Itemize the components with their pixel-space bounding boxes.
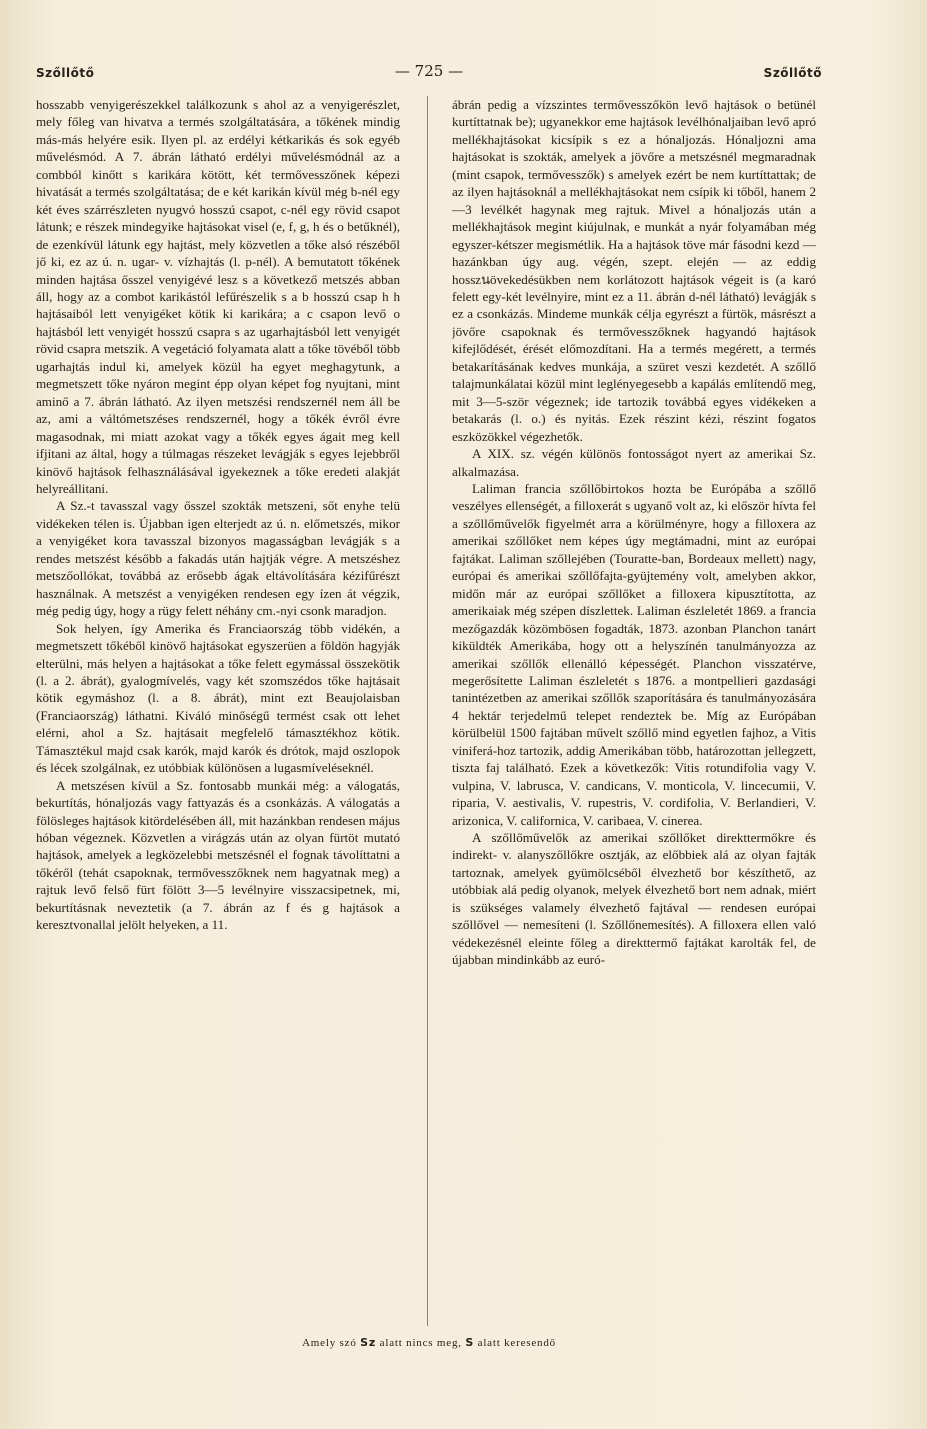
right-paragraph-3: Laliman francia szőllőbirtokos hozta be Európába a szőllő veszélyes ellenségét, a filloxerát s ugyanő volt az, ki először hívta fel a szőllőművelők figyelmét arra a körülményre, hogy a filloxera az amerikai szőllőket nem képes úgy megtámadni, mint az európai fajtákat. Laliman szőllejében (Touratte-ban, Bordeaux mellett) nagy, európai és amerikai szőllőfajta-gyüjtemény volt, amelyben akkor, midőn már az európai szőllőket a filloxera kipusztította, az amerikaiak még szépen díszlettek. Laliman észleletét 1869. a francia mezőgazdák közömbösen fogadták, 1873. azonban Planchon tanárt kiküldték Amerikába, hogy ott a helyszínén tanulmányozza az amerikai szőllők ellenálló képességét. Planchon visszatérve, megerősítette Laliman észleletét s 1876. a montpellieri gazdasági tanintézetben az amerikai szőllők szaporítására és tanulmányozására 4 hektár terjedelmű telepet rendeztek be. Míg az Európában körülbelül 1500 fajtában művelt szőllő mind egyetlen fajhoz, a Vitis viniferá-hoz tartozik, addig Amerikában több, határozottan jellegzett, tiszta faj található. Ezek a következők: Vitis rotundifolia vagy V. vulpina, V. labrusca, V. candicans, V. monticola, V. lincecumii, V. riparia, V. aestivalis, V. rupestris, V. cordifolia, V. Berlandieri, V. arizonica, V. californica, V. caribaea, V. cinerea. [452, 480, 816, 828]
right-paragraph-4: A szőllőművelők az amerikai szőllőket direkttermőkre és indirekt- v. alanyszőllőkre osztják, az előbbiek alá az olyan fajták tartoznak, amelyek gyümölcséből élvezhető bor készíthető, az utóbbiak alá pedig olyanok, melyek élvezhető bort nem adnak, miért is szükséges valamely élvezhető fajtával — rendesen európai szőllővel — nemesíteni (l. Szőllőnemesítés). A filloxera ellen való védekezésnél eleinte főleg a direkttermő fajtákat karolták fel, de újabban mindinkább az euró- [452, 830, 816, 968]
right-text-column [452, 96, 816, 1332]
right-paragraph-1: ábrán pedig a vízszintes termővesszőkön levő hajtások o betünél kurtíttatnak be); ugyanekkor eme hajtások levélhónaljaiban levő apró mellékhajtásokat kicsípik s ez a hónaljozás. Hónaljozni ama hajtásokat is szokták, amelyek a jövőre a metszésnél megmaradnak (mint csapok, termővesszők) s amelyek ezért be nem kurtíttattak; de az ilyen hajtásoknál a mellékhajtásokat nem csípik ki tőből, hanem 2—3 levélkét hagynak meg rajtuk. Mivel a hónaljozás után a mellékhajtások megint kiújulnak, e munkát a nyár folyamában még egyszer-kétszer megismétlik. Ha a hajtások töve már fásodni kezd — hazánkban úgy aug. végén, szept. elején — az eddig hosszนövekedésükben nem korlátozott hajtások végeit is (a karó felett egy-két levélnyire, mint ez a 11. ábrán d-nél látható) levágják s ez a csonkázás. Mindeme munkák célja egyrészt a fürtök, másrészt a jövőre csapoknak és termővesszőknek hagyandó hajtások kifejlődését, érését előmozdítani. Ha a termés megérett, a termés betakarításának kedves munkája, a szüret veszi kezdetét. A szőllő talajmunkálatai közül mint leglényegesebb a kapálás említendő meg, mit 3—5-ször végeznek; ide tartozik továbbá egyes vidékeken a betakarás (l. o.) és nyitás. Ezek részint kézi, részint fogatos eszközökkel végezhetők. [452, 97, 816, 444]
footer-s-mark: S [465, 1336, 475, 1349]
page-footer-note [36, 1336, 822, 1349]
left-paragraph-3: Sok helyen, így Amerika és Franciaország több vidékén, a megmetszett tőkéből kinövő hajtásokat egyszerüen a földön hagyják elterülni, más helyen a hajtásokat a tőke felett egymással összekötik (l. a 2. ábrát), gyalogmívelés, vagy két szomszédos tőke hajtásait kötik egymáshoz (l. a 8. ábrát), mint ezt Beaujolaisban (Franciaország) láthatni. Kiváló minőségű termést csak ott lehet elérni, ahol a Sz. hajtásait megfelelő támasztékhoz kötik. Támasztékul majd csak karók, majd karók és drótok, majd oszlopok és lécek szolgálnak, ez utóbbiak különösen a lugasmíveléseknél. [36, 620, 400, 776]
left-text-column [36, 96, 400, 1332]
footer-prefix: Amely szó [302, 1337, 361, 1349]
left-paragraph-4: A metszésen kívül a Sz. fontosabb munkái még: a válogatás, bekurtítás, hónaljozás vagy fattyazás és a csonkázás. A válogatás a fölösleges hajtások kitördelésében áll, mit hazánkban rendesen május hóban végeznek. Közvetlen a virágzás után az olyan fürtöt mutató hajtások, amelyek a legközelebbi metszésnél el fognak távolíttatni a tőkéről (tehát csapoknak, termővesszőknek nem hagyatnak meg) a rajtuk levő felső fürt fölött 3—5 levélnyire visszacsipetnek, mi, bekurtításnak neveztetik (a 7. ábrán az f és g hajtások a keresztvonallal jelölt helyeken, a 11. [36, 777, 400, 933]
right-paragraph-2: A XIX. sz. végén különös fontosságot nyert az amerikai Sz. alkalmazása. [452, 446, 816, 479]
left-paragraph-1: hosszabb venyigerészekkel találkozunk s ahol az a venyigerészlet, mely főleg van hivatva a termés szolgáltatására, a tőkének mindig más-más helyére esik. Ilyen pl. az erdélyi kétkarikás és sok egyéb művelésmód. A 7. ábrán látható erdélyi művelésmódnál az a combból kinőtt s karikára kötött, két termővesszőnek képezi hivatását a termés szolgáltatása; de e két karikán kívül még b-nél egy két éves szárrészleten nyugvó hosszú csapot, c-nél egy rövid csapot látunk; e részek mindegyike hajtásokat visel (e, f, g, h és o betűknél), de ezenkívül látunk egy hajtást, mely közvetlen a tőke alsó részéből jő ki, ez az ú. n. ugar- v. vízhajtás (l. p-nél). A bemutatott tőkének minden hajtása ősszel venyigévé lesz s a következő metszés abban áll, hogy az a combot karikástól lefűrészelik s a b hosszú csap h h hajtásaiból lett venyigéket kötik ki karikára; a c csapon levő o hajtásból lett venyigét hosszú csapra s az ugarhajtásból lett venyigét rövid csapra metszik. A vegetáció folyamata alatt a tőke tövéből több ugarhajtás indul ki, amelyek közül ha egyet meghagytunk, a megmetszett tőke nyáron megint épp olyan képet fog nyujtani, mint aminő a 7. ábrán látható. Az ilyen metszési rendszernél nem áll be az, ami a váltómetszéses rendszernél, hogy a tőkék évről évre magasodnak, mi miatt azokat vagy a tőkék egyes ágait meg kell ifjitani az által, hogy a túlmagas részeket levágják s egyes lejebbről kinövő hajtások felhasználásával igyekeznek a tőke eredeti alakját helyreállitani. [36, 97, 400, 496]
header-left-title: Szőllőtő [36, 66, 95, 80]
left-paragraph-2: A Sz.-t tavasszal vagy ősszel szokták metszeni, sőt enyhe telü vidékeken télen is. Újabban igen elterjedt az ú. n. előmetszés, mikor a venyigéket kora tavasszal bizonyos magasságban levágják s a rendes metszést később a fakadás után hajtják végre. A metszéshez metszőollókat, továbbá az erősebb ágak eltávolítására kézifűrészt használnak. A metszést a venyigéken rendesen egy ízen át végzik, még pedig úgy, hogy a rügy felett néhány cm.-nyi csonk maradjon. [36, 498, 400, 619]
footer-suffix: alatt keresendő [474, 1337, 556, 1349]
column-divider [427, 96, 428, 1326]
footer-sz-mark: Sz [360, 1336, 377, 1349]
page-number: — 725 — [394, 62, 464, 80]
page-header [36, 62, 822, 84]
header-right-title: Szőllőtő [763, 66, 822, 80]
footer-middle: alatt nincs meg, [376, 1337, 466, 1349]
